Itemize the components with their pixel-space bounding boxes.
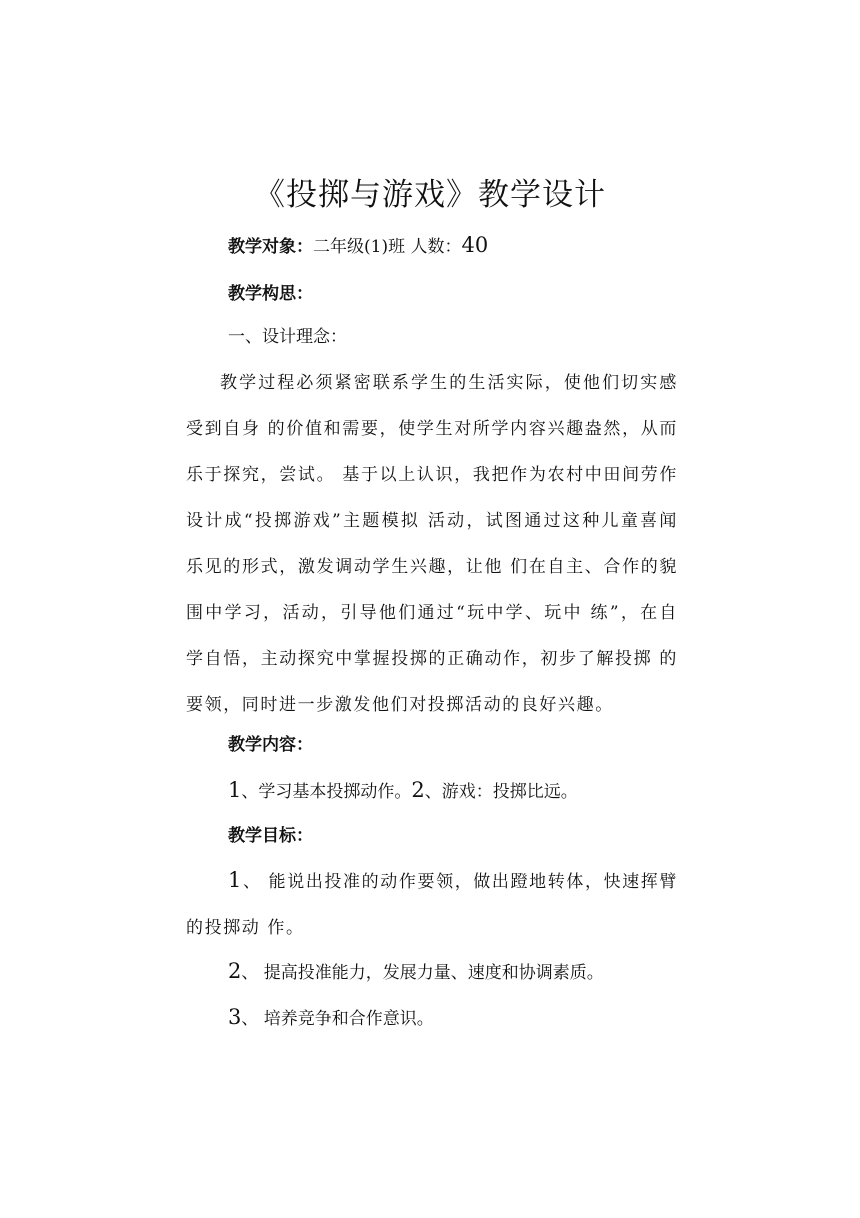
teaching-target-line <box>228 230 488 262</box>
content-item2-text: 、游戏：投掷比远。 <box>424 782 578 802</box>
content-heading: 教学内容： <box>228 735 313 755</box>
goal-item-3 <box>228 1002 434 1034</box>
goal-text: 、 能说出投准的动作要领，做出蹬地转体，快速挥臂的投掷动 作。 <box>186 872 678 938</box>
concept-paragraph: 教学过程必须紧密联系学生的生活实际，使他们切实感受到自身 的价值和需要，使学生对所学内容兴趣盎然，从而乐于探究，尝试。 基于以上认识，我把作为农村中田间劳作设计成“投掷游戏”主题模拟 活动，试图通过这种儿童喜闻乐见的形式，激发调动学生兴趣，让他 们在自主、合作的貌围中学习，活动，引导他们通过“玩中学、玩中 练”，在自学自悟，主动探究中掌握投掷的正确动作，初步了解投掷 的要领，同时进一步激发他们对投掷活动的良好兴趣。 <box>186 373 678 715</box>
teaching-target-value: 二年级(1)班 人数： <box>313 237 462 257</box>
content-item1-text: 、学习基本投掷动作。 <box>241 782 412 802</box>
goal-text: 、 培养竞争和合作意识。 <box>241 1009 434 1029</box>
goal-number: 3 <box>228 1005 242 1029</box>
document-title: 《投掷与游戏》教学设计 <box>254 177 606 213</box>
goal-number: 2 <box>228 959 242 983</box>
concept-subheading: 一、设计理念： <box>228 327 347 347</box>
teaching-target-label: 教学对象： <box>228 237 313 257</box>
student-count: 40 <box>461 233 489 257</box>
content-item1-number: 1 <box>228 778 242 802</box>
goal-number: 1 <box>228 868 243 892</box>
content-items <box>228 775 578 807</box>
goals-heading: 教学目标： <box>228 826 313 846</box>
content-item2-number: 2 <box>411 778 425 802</box>
goal-text: 、 提高投准能力，发展力量、速度和协调素质。 <box>241 963 604 983</box>
goal-item-1 <box>186 857 678 951</box>
goal-item-2 <box>228 956 604 988</box>
concept-heading: 教学构思： <box>228 284 313 304</box>
